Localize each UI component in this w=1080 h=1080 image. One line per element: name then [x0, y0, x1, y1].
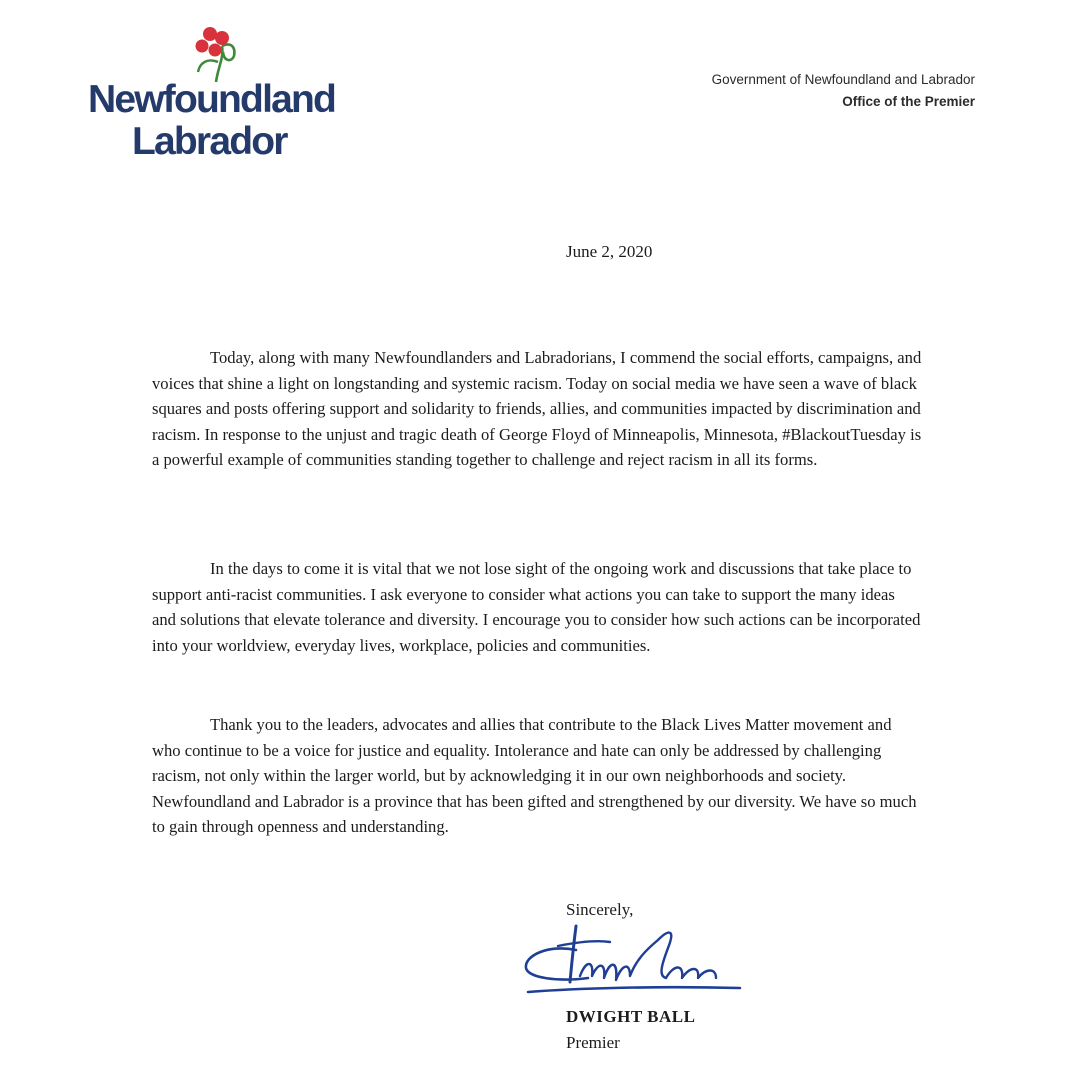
body-paragraph-2: In the days to come it is vital that we not lose sight of the ongoing work and discussions that take place to support anti-racist communities. I ask everyone to consider what actions you can take to support the many ideas and solutions that elevate tolerance and diversity. I encourage you to consider how such actions can be incorporated into your worldview, everyday lives, workplace, policies and communities. — [152, 559, 921, 655]
letter-date: June 2, 2020 — [566, 242, 653, 261]
logo-text-labrador: Labrador — [132, 120, 287, 163]
province-logo — [88, 18, 348, 163]
closing-salutation: Sincerely, — [566, 900, 634, 919]
logo-text-newfoundland: Newfoundland — [88, 78, 336, 121]
government-name: Government of Newfoundland and Labrador — [711, 72, 975, 87]
body-paragraph-3: Thank you to the leaders, advocates and allies that contribute to the Black Lives Matter movement and who continue to be a voice for justice and equality. Intolerance and hate can only be addressed by challenging racism, not only within the larger world, but by acknowledging it in our own neighborhoods and society. Newfoundland and Labrador is a province that has been gifted and strengthened by our diversity. We have so much to gain through openness and understanding. — [152, 715, 917, 837]
letterhead-office-block — [712, 72, 975, 109]
body-paragraph-1: Today, along with many Newfoundlanders and Labradorians, I commend the social efforts, campaigns, and voices that shine a light on longstanding and systemic racism. Today on social media we have seen a wave of black squares and posts offering support and solidarity to friends, allies, and communities impacted by discrimination and racism. In response to the unjust and tragic death of George Floyd of Minneapolis, Minnesota, #BlackoutTuesday is a powerful example of communities standing together to challenge and reject racism in all its forms. — [152, 348, 922, 470]
signer-name: DWIGHT BALL — [566, 1007, 696, 1026]
signer-title: Premier — [566, 1033, 620, 1052]
handwritten-signature — [518, 920, 758, 1002]
office-name: Office of the Premier — [842, 94, 975, 109]
